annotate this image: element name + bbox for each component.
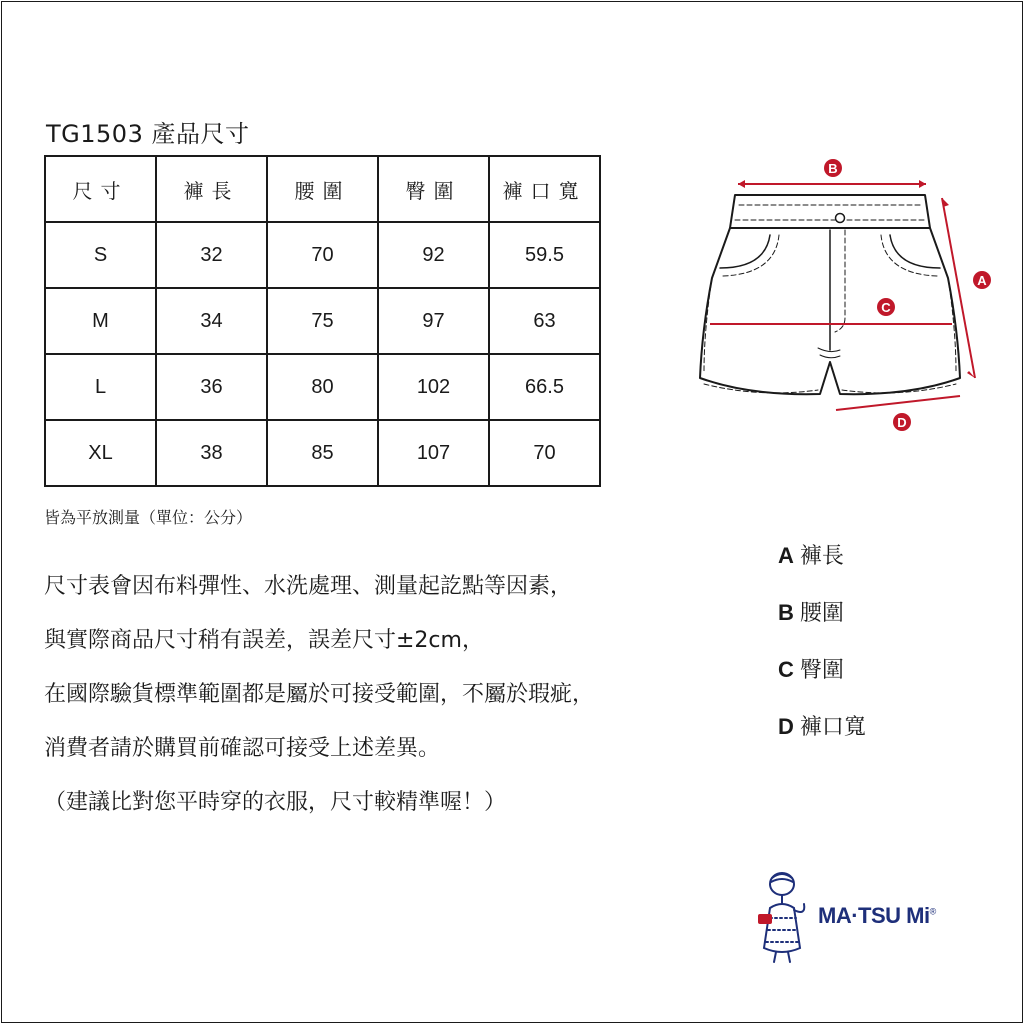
table-cell: 102	[378, 354, 489, 420]
legend-item-a: A 褲長	[778, 543, 844, 569]
measurement-legend	[778, 528, 866, 756]
table-cell: 85	[267, 420, 378, 486]
header-waist: 腰圍	[267, 156, 378, 222]
header-length: 褲長	[156, 156, 267, 222]
table-cell: 34	[156, 288, 267, 354]
table-cell: 63	[489, 288, 600, 354]
table-cell: 38	[156, 420, 267, 486]
marker-b	[824, 159, 842, 177]
legend-item-b: B 腰圍	[778, 600, 844, 626]
table-cell: 75	[267, 288, 378, 354]
brand-logo-text: MA·TSU Mi	[818, 903, 930, 928]
table-cell: 92	[378, 222, 489, 288]
shorts-diagram	[690, 150, 1000, 440]
table-row	[45, 288, 600, 354]
table-cell: 70	[489, 420, 600, 486]
table-cell: 97	[378, 288, 489, 354]
measure-line-d	[836, 396, 960, 410]
svg-text:B: B	[828, 161, 838, 176]
table-cell: M	[45, 288, 156, 354]
table-cell: 80	[267, 354, 378, 420]
table-cell: 66.5	[489, 354, 600, 420]
legend-item-c: C 臀圍	[778, 657, 844, 683]
header-hip: 臀圍	[378, 156, 489, 222]
table-row	[45, 354, 600, 420]
marker-d	[893, 413, 911, 431]
table-cell: L	[45, 354, 156, 420]
svg-text:C: C	[881, 300, 891, 315]
header-leg-opening: 褲口寬	[489, 156, 600, 222]
table-cell: 32	[156, 222, 267, 288]
table-header-row	[45, 156, 600, 222]
svg-text:D: D	[897, 415, 907, 430]
brand-logo	[818, 903, 936, 929]
measurement-note: 皆為平放測量（單位：公分）	[44, 508, 253, 527]
waistband-shape	[730, 195, 930, 228]
disclaimer-line: 消費者請於購買前確認可接受上述差異。	[44, 736, 441, 761]
table-cell: 59.5	[489, 222, 600, 288]
brand-girl-illustration	[752, 868, 814, 964]
button-icon	[836, 214, 845, 223]
legend-item-d: D 褲口寬	[778, 714, 866, 740]
table-cell: 36	[156, 354, 267, 420]
disclaimer-line: （建議比對您平時穿的衣服，尺寸較精準喔！）	[44, 790, 507, 815]
disclaimer-line: 尺寸表會因布料彈性、水洗處理、測量起訖點等因素，	[44, 574, 573, 599]
size-table	[44, 155, 601, 487]
page-title: TG1503 產品尺寸	[46, 120, 250, 148]
marker-a	[973, 271, 991, 289]
table-cell: S	[45, 222, 156, 288]
disclaimer-line: 與實際商品尺寸稍有誤差，誤差尺寸±2cm，	[44, 628, 484, 653]
marker-c	[877, 298, 895, 316]
registered-mark: ®	[929, 906, 936, 917]
table-cell: 70	[267, 222, 378, 288]
table-cell: 107	[378, 420, 489, 486]
header-size: 尺寸	[45, 156, 156, 222]
svg-text:A: A	[977, 273, 987, 288]
disclaimer-paragraph	[44, 560, 594, 830]
table-row	[45, 420, 600, 486]
table-cell: XL	[45, 420, 156, 486]
disclaimer-line: 在國際驗貨標準範圍都是屬於可接受範圍，不屬於瑕疵，	[44, 682, 595, 707]
table-row	[45, 222, 600, 288]
